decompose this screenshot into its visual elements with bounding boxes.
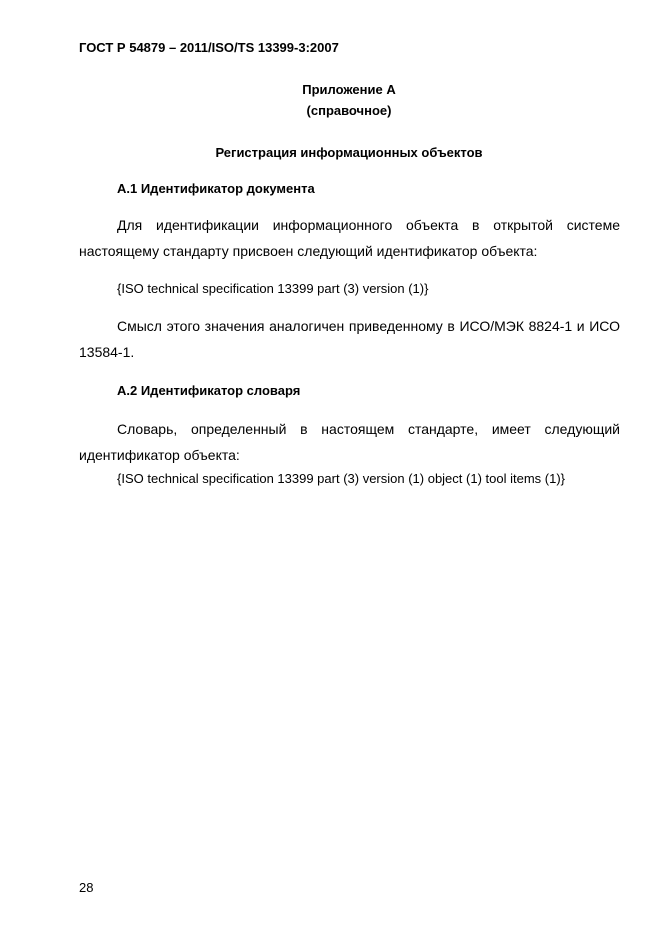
note-a1: Смысл этого значения аналогичен приведенному в ИСО/МЭК 8824-1 и ИСО 13584-1. xyxy=(79,318,620,360)
paragraph-a1: Для идентификации информационного объекта в открытой системе настоящему стандарту присвоен следующий идентификатор объекта: xyxy=(79,217,620,259)
identifier-a1: {ISO technical specification 13399 part (3) version (1)} xyxy=(117,281,429,296)
section-title: Регистрация информационных объектов xyxy=(215,145,483,160)
identifier-a2: {ISO technical specification 13399 part (3) version (1) object (1) tool items (1)} xyxy=(117,471,565,486)
paragraph-a2: Словарь, определенный в настоящем стандарте, имеет следующий идентификатор объекта: xyxy=(79,421,620,463)
appendix-title: Приложение А xyxy=(302,82,396,97)
section-heading-a1: А.1 Идентификатор документа xyxy=(117,181,315,196)
appendix-subtitle: (справочное) xyxy=(306,103,392,118)
section-heading-a2: А.2 Идентификатор словаря xyxy=(117,383,301,398)
document-header: ГОСТ Р 54879 – 2011/ISO/TS 13399-3:2007 xyxy=(79,40,339,55)
page-number: 28 xyxy=(79,880,94,895)
